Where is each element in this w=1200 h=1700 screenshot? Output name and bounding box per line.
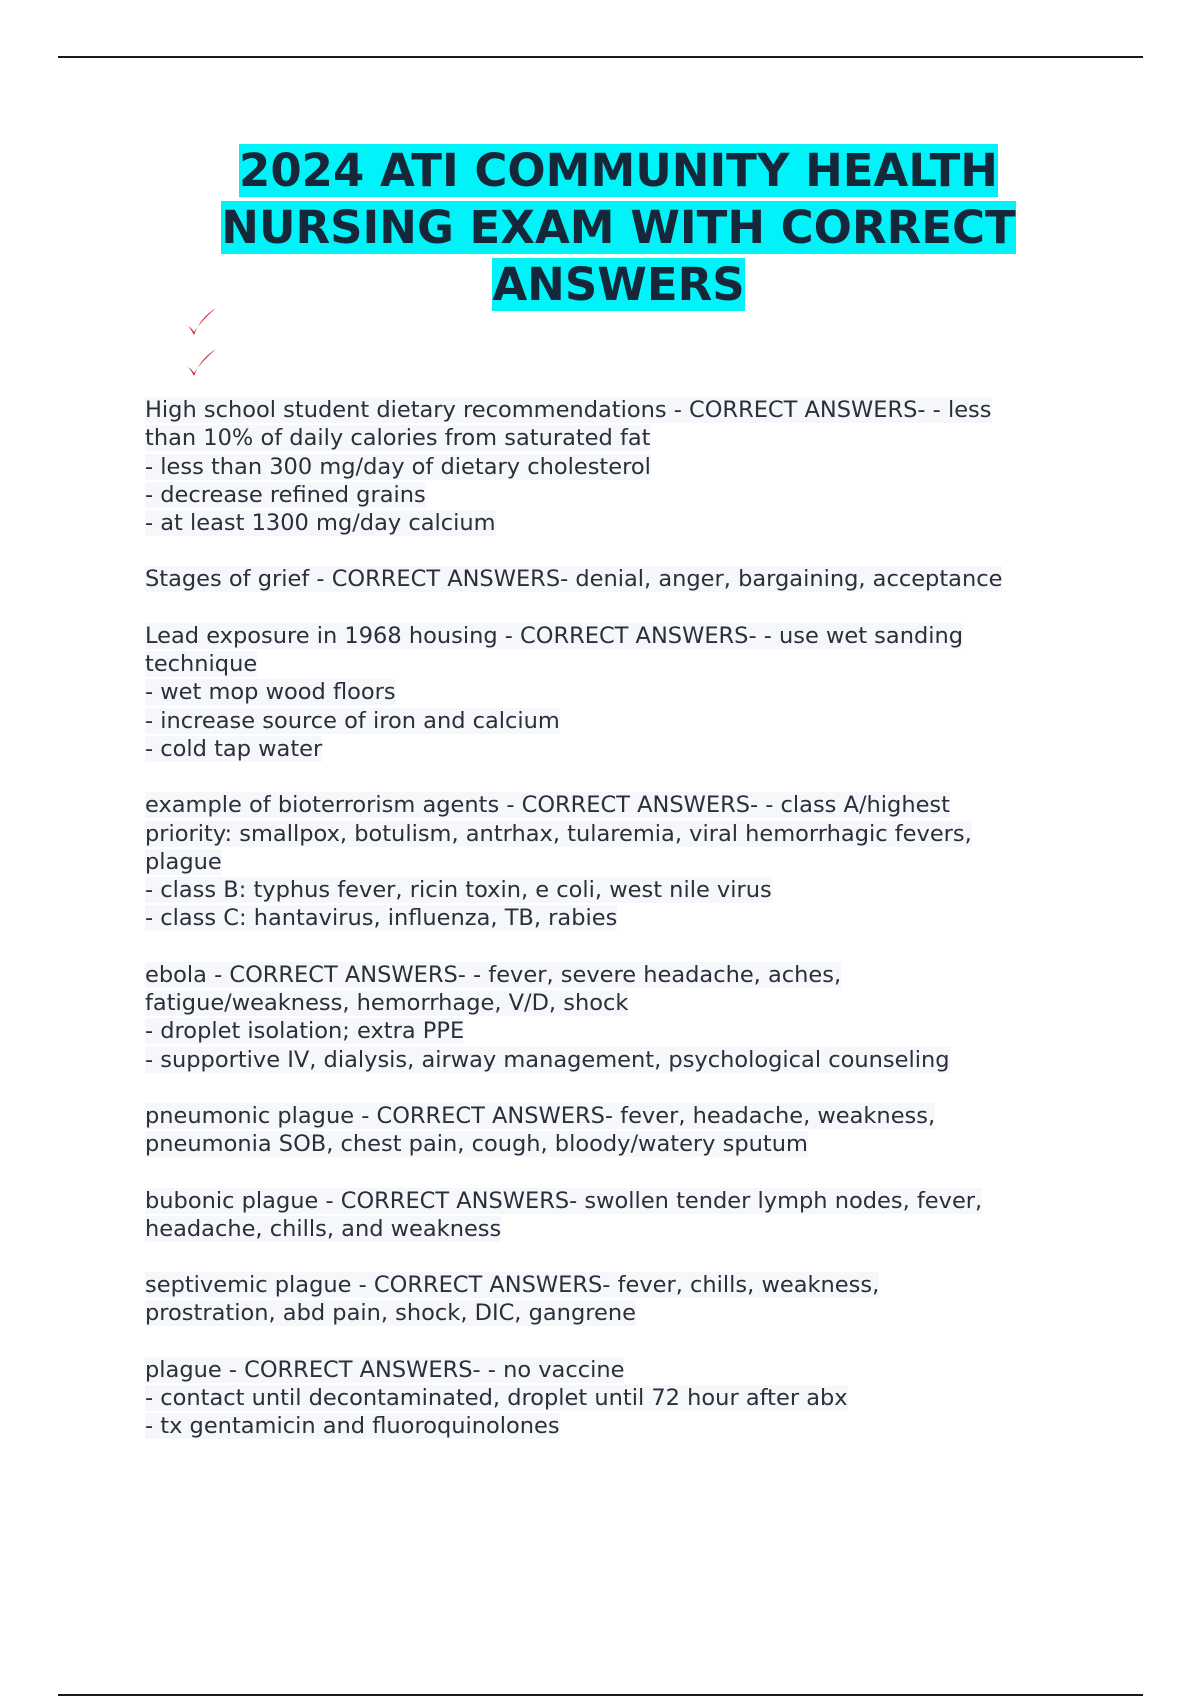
qa-line-text: priority: smallpox, botulism, antrhax, tularemia, viral hemorrhagic fevers,: [145, 820, 972, 847]
qa-line-text: Lead exposure in 1968 housing - CORRECT ANSWERS- - use wet sanding: [145, 622, 964, 649]
qa-item: [145, 565, 1105, 593]
qa-line: [145, 678, 1105, 706]
qa-line: [145, 989, 1105, 1017]
qa-line: [145, 1384, 1105, 1412]
qa-line-text: than 10% of daily calories from saturated fat: [145, 425, 651, 452]
qa-line: [145, 876, 1105, 904]
qa-line-text: - class B: typhus fever, ricin toxin, e coli, west nile virus: [145, 877, 772, 904]
qa-item: [145, 1271, 1105, 1328]
qa-line-text: - droplet isolation; extra PPE: [145, 1018, 465, 1045]
qa-line: [145, 961, 1105, 989]
qa-line-text: - class C: hantavirus, influenza, TB, rabies: [145, 905, 618, 932]
qa-line-text: prostration, abd pain, shock, DIC, gangrene: [145, 1300, 636, 1327]
qa-line-text: High school student dietary recommendations - CORRECT ANSWERS- - less: [145, 397, 992, 423]
qa-line: [145, 622, 1105, 650]
footer-rule: [58, 1694, 1143, 1696]
qa-item: [145, 1187, 1105, 1244]
qa-line: [145, 650, 1105, 678]
qa-line: [145, 565, 1105, 593]
qa-line: [145, 396, 1105, 424]
qa-line: [145, 1130, 1105, 1158]
document-title: 2024 ATI COMMUNITY HEALTH NURSING EXAM WITH CORRECT ANSWERS: [221, 144, 1016, 311]
qa-line-text: - less than 300 mg/day of dietary cholesterol: [145, 453, 651, 480]
qa-line-text: - increase source of iron and calcium: [145, 707, 560, 734]
qa-line-text: example of bioterrorism agents - CORRECT ANSWERS- - class A/highest: [145, 792, 950, 819]
qa-line: [145, 1299, 1105, 1327]
qa-item: [145, 1356, 1105, 1441]
check-mark-icon: [182, 305, 218, 341]
qa-line: [145, 424, 1105, 452]
qa-line-text: fatigue/weakness, hemorrhage, V/D, shock: [145, 990, 629, 1017]
qa-line: [145, 1102, 1105, 1130]
qa-line-text: Stages of grief - CORRECT ANSWERS- denial, anger, bargaining, acceptance: [145, 566, 1003, 593]
qa-line: [145, 1356, 1105, 1384]
qa-line: [145, 791, 1105, 819]
qa-line-text: plague: [145, 848, 222, 875]
qa-line: [145, 1017, 1105, 1045]
qa-line-text: technique: [145, 651, 258, 678]
qa-line: [145, 820, 1105, 848]
header-rule: [58, 56, 1143, 58]
qa-line: [145, 1046, 1105, 1074]
qa-line-text: - tx gentamicin and fluoroquinolones: [145, 1413, 560, 1440]
qa-line-text: pneumonia SOB, chest pain, cough, bloody/watery sputum: [145, 1131, 808, 1158]
qa-item: [145, 396, 1105, 537]
qa-line-text: - supportive IV, dialysis, airway management, psychological counseling: [145, 1046, 950, 1073]
qa-line-text: - wet mop wood floors: [145, 679, 396, 706]
qa-line: [145, 1215, 1105, 1243]
qa-line: [145, 848, 1105, 876]
check-marks: [182, 305, 218, 387]
qa-line: [145, 735, 1105, 763]
qa-line-text: - decrease refined grains: [145, 481, 426, 508]
qa-line: [145, 481, 1105, 509]
qa-line: [145, 1412, 1105, 1440]
qa-line: [145, 453, 1105, 481]
qa-line-text: septivemic plague - CORRECT ANSWERS- fever, chills, weakness,: [145, 1272, 880, 1299]
qa-line: [145, 904, 1105, 932]
qa-line-text: ebola - CORRECT ANSWERS- - fever, severe headache, aches,: [145, 961, 842, 988]
qa-line-text: plague - CORRECT ANSWERS- - no vaccine: [145, 1356, 625, 1383]
qa-line-text: - cold tap water: [145, 735, 323, 762]
qa-line: [145, 1271, 1105, 1299]
qa-line-text: headache, chills, and weakness: [145, 1215, 502, 1242]
qa-line-text: - contact until decontaminated, droplet until 72 hour after abx: [145, 1385, 848, 1412]
title-block: [120, 142, 1117, 313]
qa-line: [145, 707, 1105, 735]
check-mark-icon: [182, 346, 218, 382]
qa-line: [145, 1187, 1105, 1215]
qa-item: [145, 622, 1105, 763]
qa-item: [145, 1102, 1105, 1159]
qa-line-text: pneumonic plague - CORRECT ANSWERS- fever, headache, weakness,: [145, 1102, 936, 1129]
qa-item: [145, 791, 1105, 932]
qa-line: [145, 509, 1105, 537]
qa-line-text: - at least 1300 mg/day calcium: [145, 510, 496, 537]
qa-line-text: bubonic plague - CORRECT ANSWERS- swollen tender lymph nodes, fever,: [145, 1187, 983, 1214]
question-answer-list: [145, 396, 1105, 1469]
qa-item: [145, 961, 1105, 1074]
